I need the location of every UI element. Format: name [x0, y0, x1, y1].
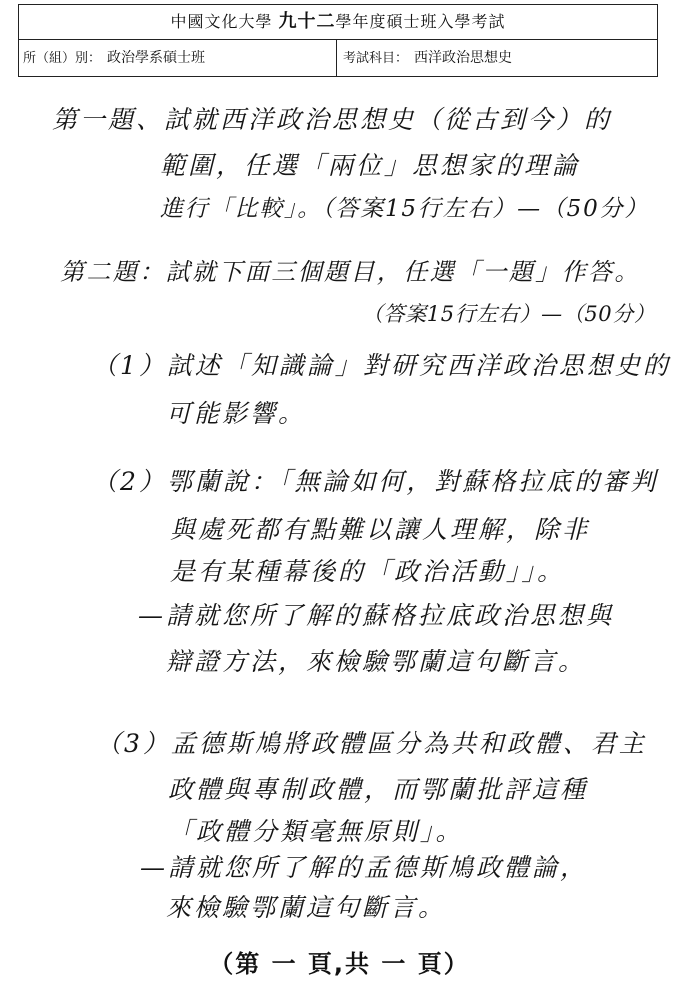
- subquestion-3-line-5: 來檢驗鄂蘭這句斷言。: [166, 893, 447, 922]
- subquestion-2-line-2: 與處死都有點難以讓人理解，除非: [170, 515, 591, 544]
- page-number-footer: （第 一 頁,共 一 頁）: [209, 950, 470, 978]
- subquestion-2-line-1: （2）鄂蘭說：「無論如何，對蘇格拉底的審判: [92, 467, 659, 496]
- subquestion-2-line-5: 辯證方法，來檢驗鄂蘭這句斷言。: [166, 647, 587, 676]
- subject-label: 考試科目：: [343, 51, 409, 66]
- subquestion-3-line-2: 政體與專制政體，而鄂蘭批評這種: [168, 775, 589, 804]
- exam-title: [19, 5, 657, 40]
- subject-value: 西洋政治思想史: [414, 50, 513, 66]
- department-label: 所（組）別：: [23, 51, 102, 66]
- exam-info-row: [19, 40, 657, 76]
- question-1-line-3: 進行「比較」。（答案15行左右）—（50分）: [160, 196, 650, 222]
- subquestion-3-line-3: 「政體分類毫無原則」。: [168, 817, 464, 846]
- subquestion-3-line-4: —請就您所了解的孟德斯鳩政體論，: [140, 853, 589, 882]
- question-1-line-1: 第一題、試就西洋政治思想史（從古到今）的: [52, 105, 613, 134]
- subquestion-1-line-1: （1）試述「知識論」對研究西洋政治思想史的: [92, 351, 671, 380]
- exam-header: [18, 4, 658, 77]
- academic-year: 九十二: [278, 11, 336, 32]
- subquestion-2-line-4: —請就您所了解的蘇格拉底政治思想與: [138, 601, 615, 630]
- department-cell: [19, 40, 337, 76]
- question-2-line-1: 第二題：試就下面三個題目，任選「一題」作答。: [60, 258, 641, 286]
- question-1-line-2: 範圍，任選「兩位」思想家的理論: [160, 151, 581, 180]
- subquestion-3-line-1: （3）孟德斯鳩將政體區分為共和政體、君主: [96, 729, 647, 758]
- exam-name: 學年度碩士班入學考試: [335, 12, 506, 31]
- subquestion-1-line-2: 可能影響。: [166, 399, 307, 428]
- department-value: 政治學系碩士班: [107, 50, 206, 66]
- question-2-line-2: （答案15行左右）—（50分）: [362, 302, 656, 326]
- subquestion-2-line-3: 是有某種幕後的「政治活動」」。: [170, 557, 566, 586]
- university-name: 中國文化大學: [170, 12, 273, 31]
- subject-cell: [337, 40, 657, 76]
